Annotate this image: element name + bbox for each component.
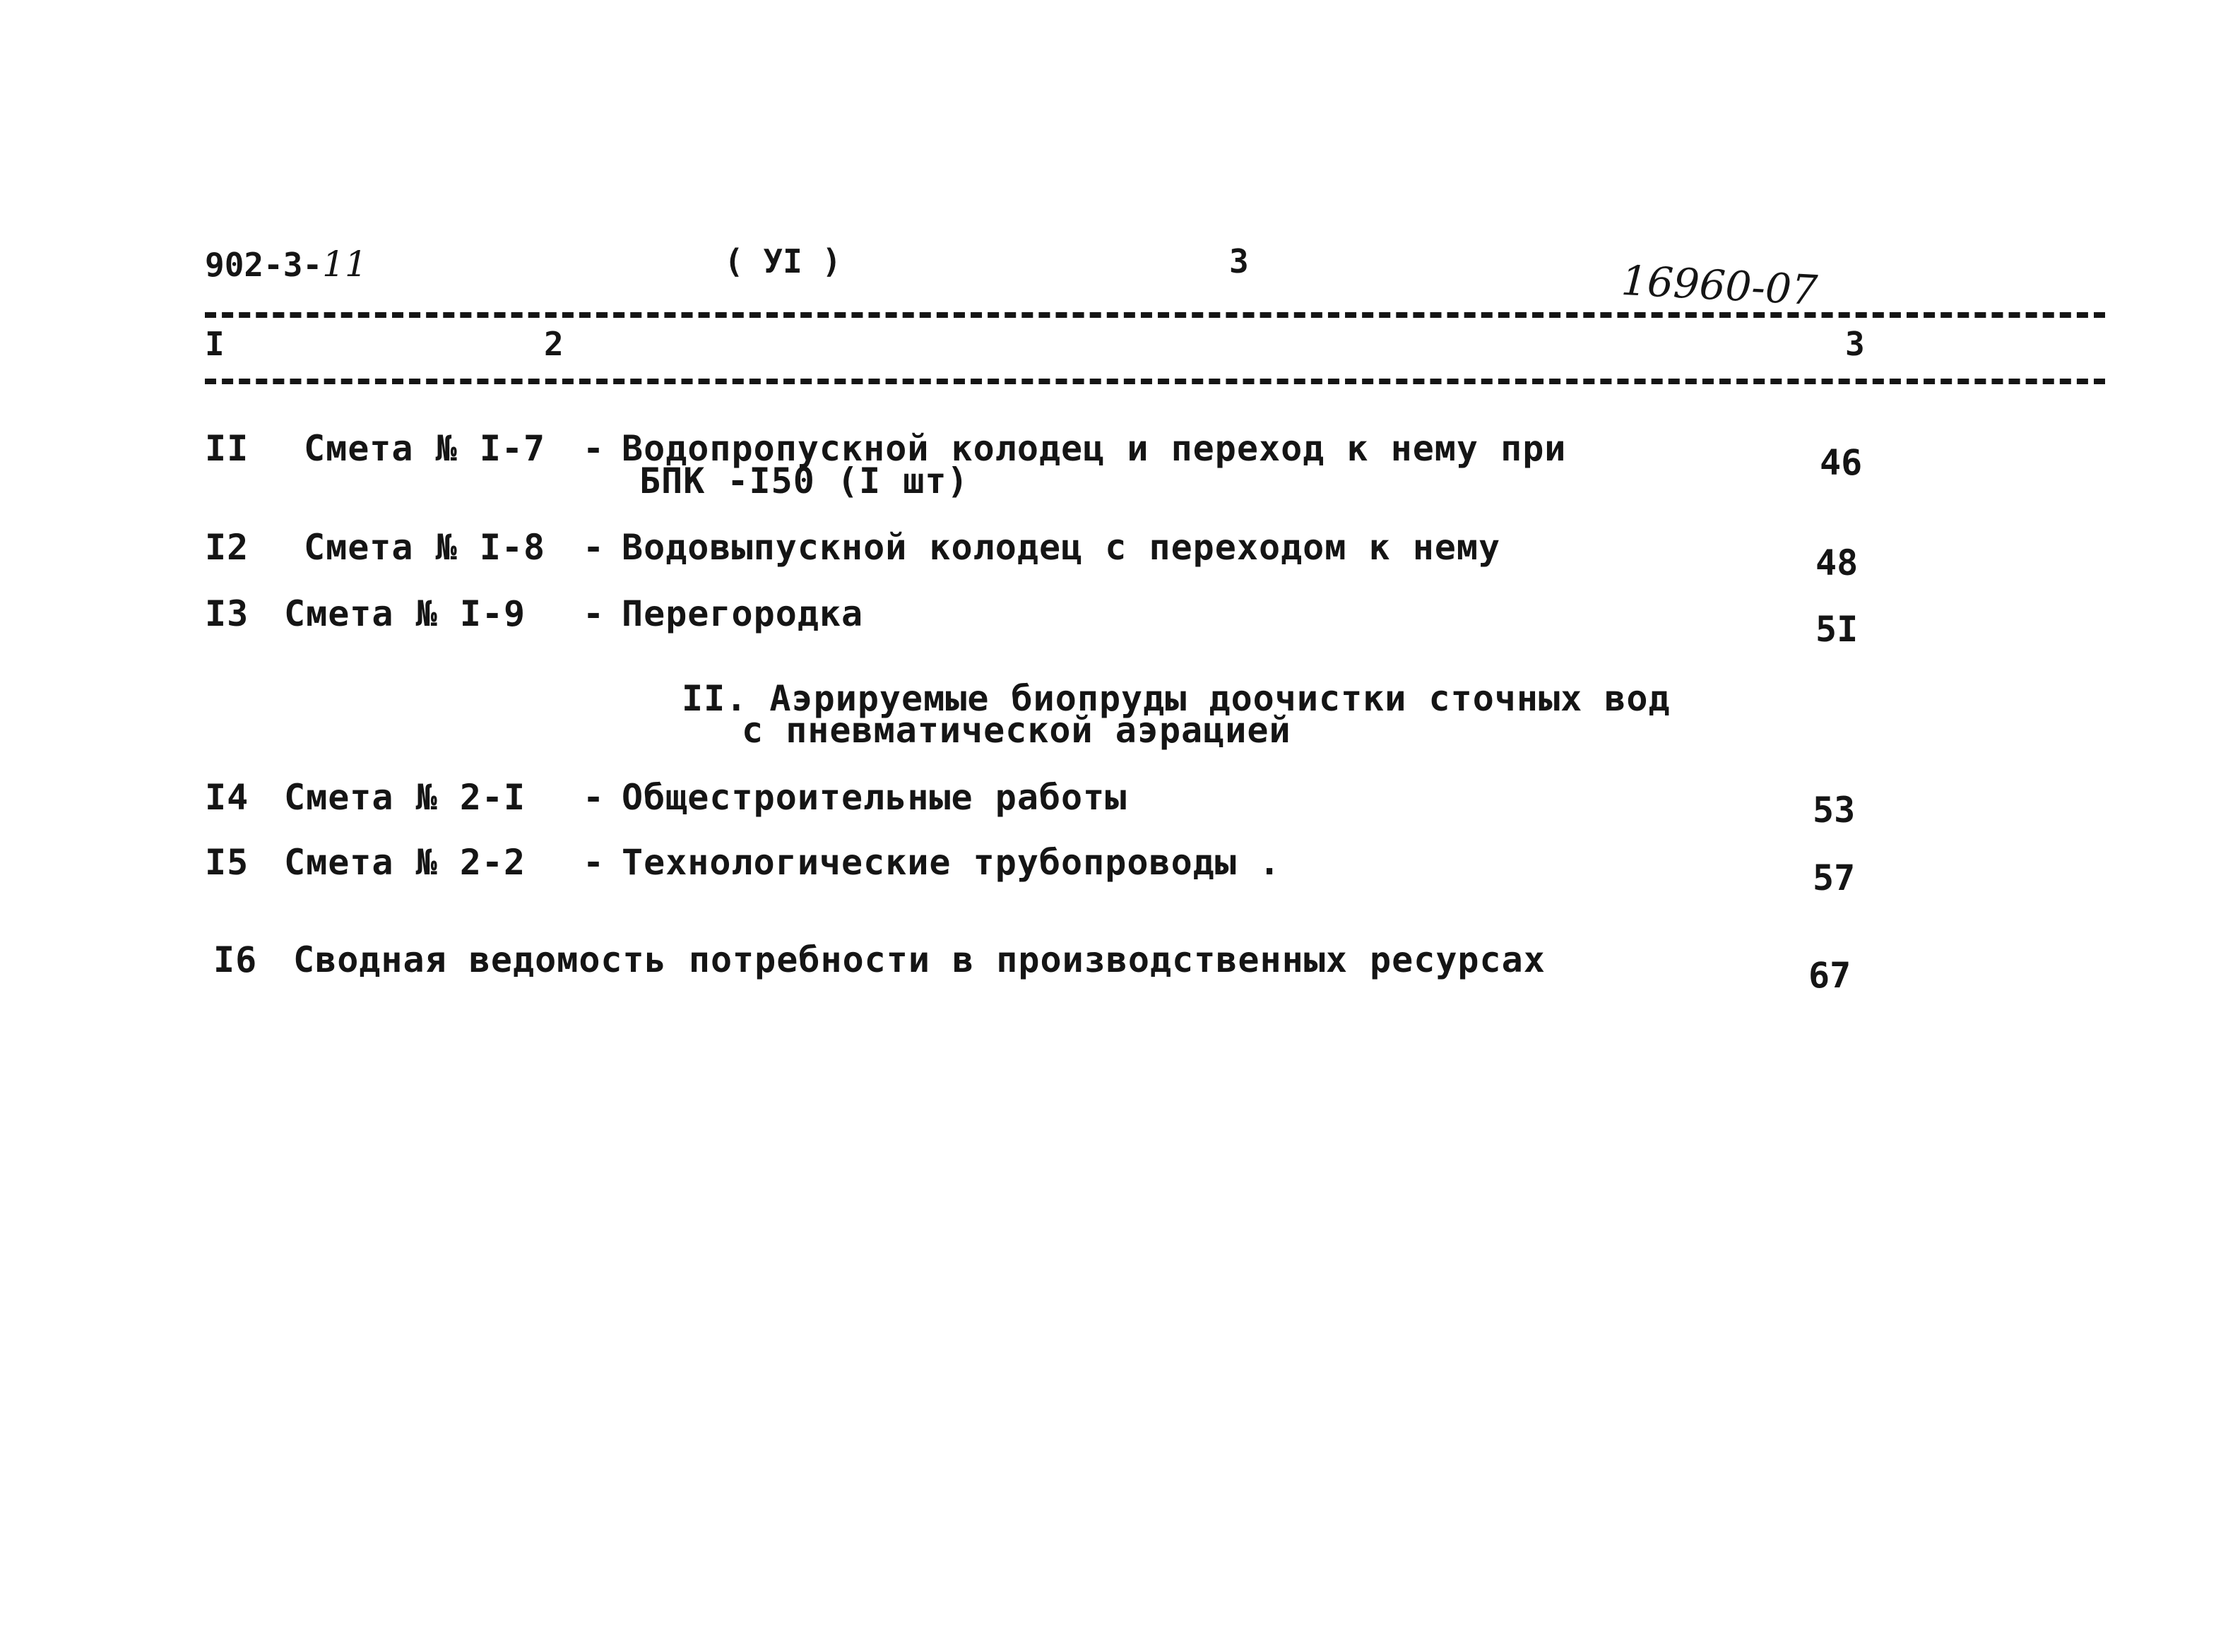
row-page: 5I [1815,609,1859,650]
doc-code-printed: 902-3- [205,246,323,284]
row-number: I3 [205,593,249,634]
row-page: 53 [1813,790,1856,831]
row-description: Сводная ведомость потребности в производственных ресурсах [293,939,1546,980]
estimate-ref: Смета № I-9 [284,593,526,634]
doc-code-handwritten: 11 [322,244,367,285]
row-description-cont: БПК -I50 (I шт) [639,460,969,501]
row-dash: - [583,593,605,634]
row-description: Водовыпускной колодец с переходом к нему [622,527,1501,568]
row-description: Технологические трубопроводы . [622,842,1281,883]
doc-code [205,244,367,285]
column-2-header: 2 [544,325,564,363]
row-number: I6 [213,939,258,980]
row-description: Водопропускной колодец и переход к нему при [622,428,1567,469]
estimate-ref: Смета № I-8 [304,527,546,568]
estimate-ref: Смета № 2-I [284,777,526,818]
row-description: Общестроительные работы [622,777,1127,818]
row-page: 46 [1820,442,1863,483]
row-number: I5 [205,842,249,883]
inventory-number-handwritten: 16960-07 [1620,256,1819,315]
row-dash: - [583,428,605,469]
header-top-rule [205,312,2105,318]
header-bottom-rule [205,379,2105,384]
column-1-header: I [205,325,225,363]
row-page: 57 [1813,857,1856,898]
row-page: 67 [1808,955,1851,996]
row-number: I2 [205,527,249,568]
section-roman: ( УI ) [724,242,842,280]
row-description: Перегородка [622,593,864,634]
column-3-header: 3 [1845,325,1865,363]
section-heading-cont: с пневматической аэрацией [742,710,1291,751]
page-number: 3 [1229,242,1249,280]
row-number: II [205,428,249,469]
estimate-ref: Смета № I-7 [304,428,546,469]
row-number: I4 [205,777,249,818]
section-heading: II. Аэрируемые биопруды доочистки сточных вод [682,678,1671,719]
row-dash: - [583,527,605,568]
row-dash: - [583,842,605,883]
estimate-ref: Смета № 2-2 [284,842,526,883]
row-dash: - [583,777,605,818]
row-page: 48 [1815,542,1859,583]
